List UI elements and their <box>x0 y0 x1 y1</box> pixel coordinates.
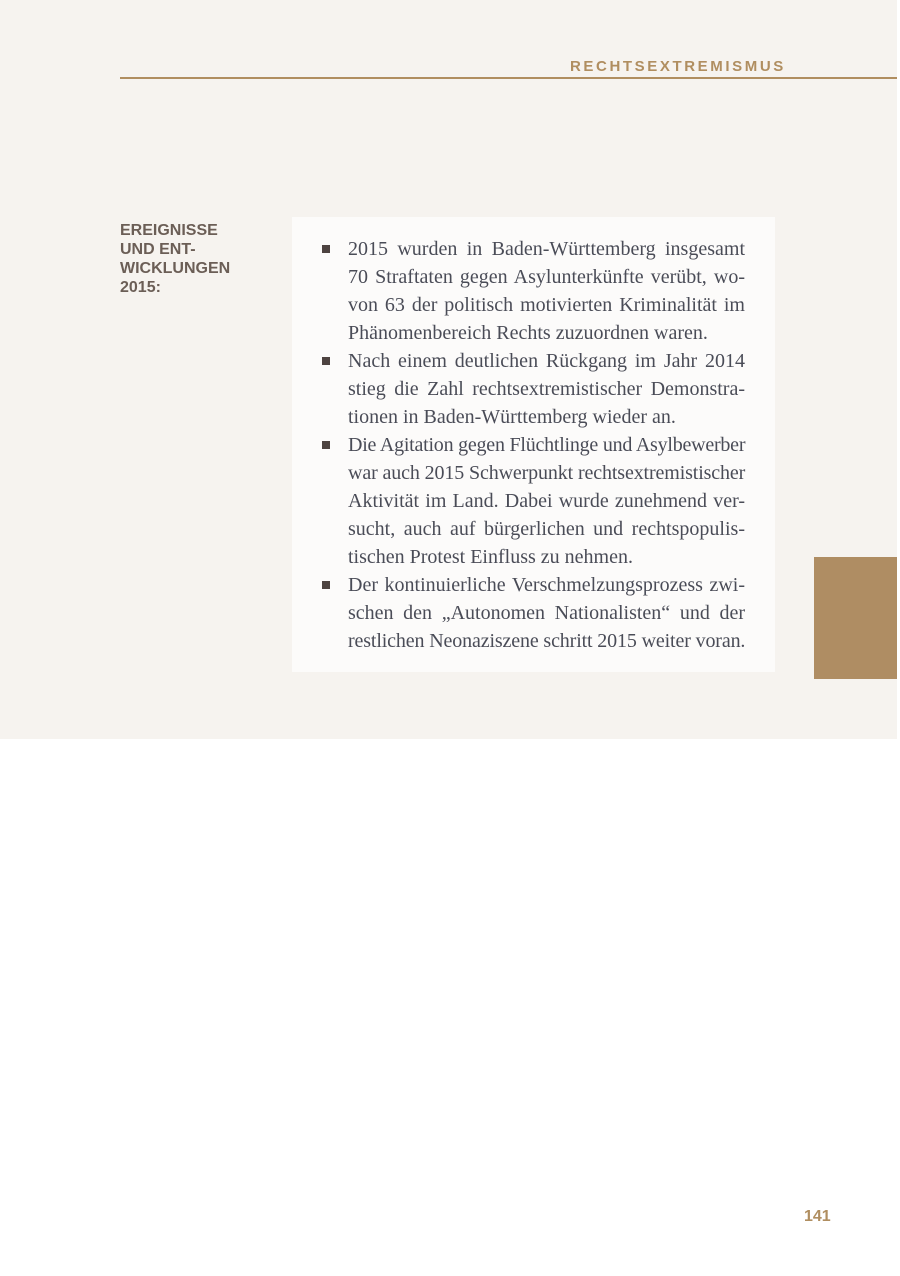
bullet-line: Aktivität im Land. Dabei wurde zunehmend ver- <box>348 490 745 512</box>
bullet-line: tionen in Baden-Württemberg wieder an. <box>348 406 676 428</box>
bullet-line: sucht, auch auf bürgerlichen und rechtspopulis- <box>348 518 745 540</box>
bullet-line: Der kontinuierliche Verschmelzungsprozess zwi- <box>348 574 745 596</box>
bullet-item-merger <box>292 571 745 655</box>
side-label-line: 2015: <box>120 279 161 296</box>
header-rule <box>120 77 897 79</box>
square-bullet-icon <box>322 245 330 253</box>
bullet-item-demonstrations <box>292 347 745 431</box>
side-label-line: UND ENT- <box>120 241 196 258</box>
bullet-line: tischen Protest Einfluss zu nehmen. <box>348 546 633 568</box>
square-bullet-icon <box>322 357 330 365</box>
section-side-label <box>120 221 280 297</box>
chapter-thumb-tab <box>814 557 897 679</box>
running-header-title: RECHTSEXTREMISMUS <box>570 58 786 75</box>
bullet-line: Nach einem deutlichen Rückgang im Jahr 2014 <box>348 350 745 372</box>
side-label-line: EREIGNISSE <box>120 222 218 239</box>
bullet-line: 70 Straftaten gegen Asylunterkünfte verübt, wo- <box>348 266 745 288</box>
bullet-line: war auch 2015 Schwerpunkt rechtsextremistischer <box>348 462 746 484</box>
bullet-line: 2015 wurden in Baden-Württemberg insgesamt <box>348 238 745 260</box>
bullet-line: von 63 der politisch motivierten Kriminalität im <box>348 294 745 316</box>
page-number: 141 <box>804 1208 831 1225</box>
bullet-line: restlichen Neonaziszene schritt 2015 weiter voran. <box>348 630 746 652</box>
bullet-item-crimes <box>292 235 745 347</box>
bullet-item-agitation <box>292 431 745 571</box>
bullet-line: Phänomenbereich Rechts zuzuordnen waren. <box>348 322 708 344</box>
bullet-line: schen den „Autonomen Nationalisten“ und der <box>348 602 745 624</box>
square-bullet-icon <box>322 441 330 449</box>
events-content-box <box>292 217 775 672</box>
events-bullet-list <box>292 235 745 655</box>
bullet-line: stieg die Zahl rechtsextremistischer Demonstra- <box>348 378 745 400</box>
square-bullet-icon <box>322 581 330 589</box>
side-label-line: WICKLUNGEN <box>120 260 231 277</box>
bullet-line: Die Agitation gegen Flüchtlinge und Asylbewerber <box>348 434 746 456</box>
